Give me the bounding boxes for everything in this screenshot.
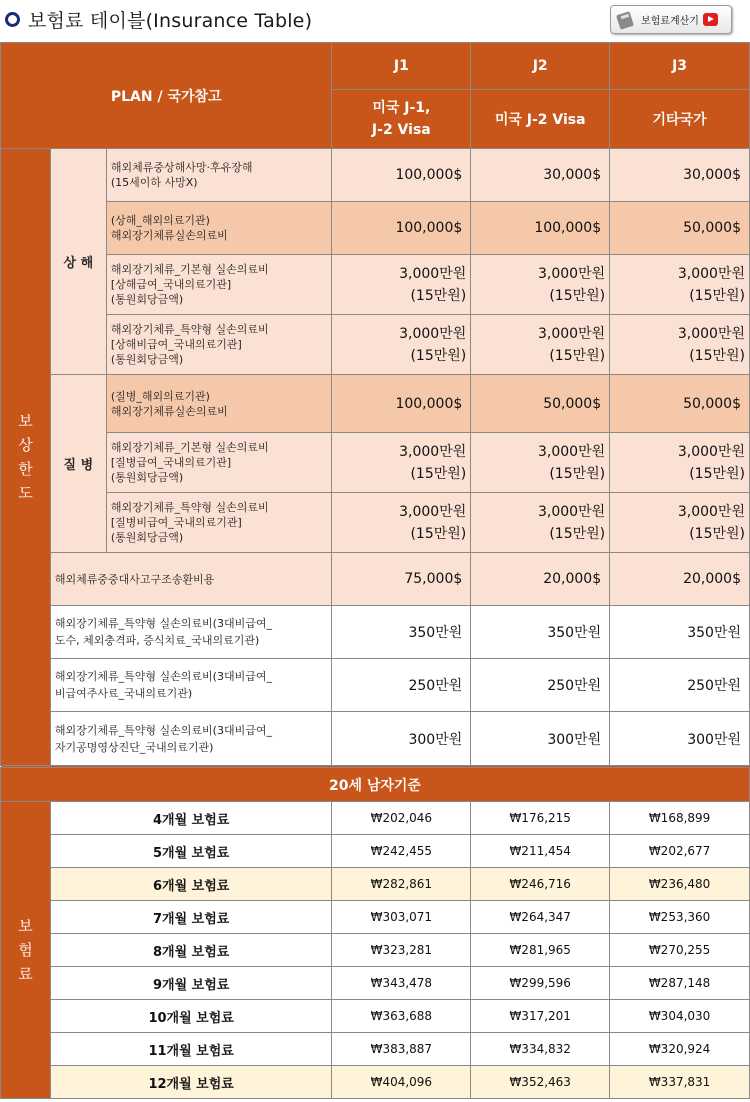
premium-calculator-button[interactable] xyxy=(610,5,732,34)
coverage-value: 3,000만원 (15만원) xyxy=(610,255,750,315)
coverage-value: 3,000만원 (15만원) xyxy=(471,433,610,493)
premium-value: ₩270,255 xyxy=(610,934,750,967)
coverage-value: 100,000$ xyxy=(471,202,610,255)
coverage-value: 250만원 xyxy=(610,659,750,712)
premium-value: ₩337,831 xyxy=(610,1066,750,1099)
premium-value: ₩352,463 xyxy=(471,1066,610,1099)
plan-code-j1: J1 xyxy=(332,43,471,90)
coverage-value: 30,000$ xyxy=(610,149,750,202)
premium-value: ₩176,215 xyxy=(471,802,610,835)
premium-value: ₩334,832 xyxy=(471,1033,610,1066)
disease-group-label: 질 병 xyxy=(50,375,106,553)
premium-period: 10개월 보험료 xyxy=(50,1000,331,1033)
coverage-value: 50,000$ xyxy=(610,202,750,255)
coverage-item-label: 해외체류중중대사고구조송환비용 xyxy=(50,553,331,606)
plan-code-j3: J3 xyxy=(610,43,750,90)
coverage-item-label: 해외체류중상해사망·후유장해 (15세이하 사망X) xyxy=(106,149,332,202)
play-icon xyxy=(703,13,718,26)
calculator-icon xyxy=(616,11,636,29)
plan-desc-j2: 미국 J-2 Visa xyxy=(471,90,610,149)
premium-period: 7개월 보험료 xyxy=(50,901,331,934)
plan-code-j2: J2 xyxy=(471,43,610,90)
premium-value: ₩303,071 xyxy=(332,901,471,934)
title-area xyxy=(5,6,312,33)
premium-value: ₩404,096 xyxy=(332,1066,471,1099)
coverage-value: 3,000만원 (15만원) xyxy=(471,255,610,315)
coverage-value: 20,000$ xyxy=(471,553,610,606)
premium-value: ₩202,046 xyxy=(332,802,471,835)
page-header xyxy=(0,0,750,42)
coverage-value: 75,000$ xyxy=(332,553,471,606)
coverage-value: 100,000$ xyxy=(332,149,471,202)
coverage-value: 3,000만원 (15만원) xyxy=(332,315,471,375)
coverage-value: 3,000만원 (15만원) xyxy=(332,493,471,553)
premium-value: ₩320,924 xyxy=(610,1033,750,1066)
injury-group-label: 상 해 xyxy=(50,149,106,375)
coverage-value: 300만원 xyxy=(471,712,610,766)
premium-period: 4개월 보험료 xyxy=(50,802,331,835)
coverage-value: 3,000만원 (15만원) xyxy=(610,433,750,493)
coverage-value: 3,000만원 (15만원) xyxy=(332,255,471,315)
coverage-value: 30,000$ xyxy=(471,149,610,202)
plan-desc-j3: 기타국가 xyxy=(610,90,750,149)
coverage-value: 350만원 xyxy=(610,606,750,659)
premium-value: ₩236,480 xyxy=(610,868,750,901)
coverage-value: 300만원 xyxy=(332,712,471,766)
premium-period: 11개월 보험료 xyxy=(50,1033,331,1066)
coverage-item-label: 해외장기체류_기본형 실손의료비 [상해급여_국내의료기관] (통원회당금액) xyxy=(106,255,332,315)
coverage-value: 3,000만원 (15만원) xyxy=(610,493,750,553)
premium-value: ₩287,148 xyxy=(610,967,750,1000)
premium-period: 6개월 보험료 xyxy=(50,868,331,901)
premium-period: 5개월 보험료 xyxy=(50,835,331,868)
premium-value: ₩317,201 xyxy=(471,1000,610,1033)
coverage-value: 3,000만원 (15만원) xyxy=(332,433,471,493)
premium-value: ₩282,861 xyxy=(332,868,471,901)
premium-value: ₩202,677 xyxy=(610,835,750,868)
premium-value: ₩168,899 xyxy=(610,802,750,835)
coverage-value: 50,000$ xyxy=(610,375,750,433)
coverage-item-label: (상해_해외의료기관) 해외장기체류실손의료비 xyxy=(106,202,332,255)
premium-period: 9개월 보험료 xyxy=(50,967,331,1000)
coverage-value: 300만원 xyxy=(610,712,750,766)
coverage-value: 3,000만원 (15만원) xyxy=(610,315,750,375)
premium-value: ₩246,716 xyxy=(471,868,610,901)
coverage-item-label: 해외장기체류_특약형 실손의료비(3대비급여_ 도수, 체외충격파, 증식치료_국내의료기관) xyxy=(50,606,331,659)
premium-value: ₩281,965 xyxy=(471,934,610,967)
page-title: 보험료 테이블(Insurance Table) xyxy=(28,10,313,32)
coverage-value: 20,000$ xyxy=(610,553,750,606)
coverage-item-label: 해외장기체류_특약형 실손의료비(3대비급여_ 자기공명영상진단_국내의료기관) xyxy=(50,712,331,766)
coverage-limit-label: 보 상 한 도 xyxy=(1,149,51,766)
coverage-item-label: 해외장기체류_특약형 실손의료비(3대비급여_ 비급여주사료_국내의료기관) xyxy=(50,659,331,712)
coverage-item-label: 해외장기체류_특약형 실손의료비 [상해비급여_국내의료기관] (통원회당금액) xyxy=(106,315,332,375)
coverage-value: 50,000$ xyxy=(471,375,610,433)
premium-value: ₩299,596 xyxy=(471,967,610,1000)
coverage-value: 100,000$ xyxy=(332,202,471,255)
premium-label: 보 험 료 xyxy=(1,802,51,1099)
plan-header: PLAN / 국가참고 xyxy=(1,43,332,149)
coverage-value: 250만원 xyxy=(471,659,610,712)
premium-calculator-label: 보험료계산기 xyxy=(641,16,699,27)
premium-value: ₩304,030 xyxy=(610,1000,750,1033)
premium-value: ₩323,281 xyxy=(332,934,471,967)
coverage-value: 250만원 xyxy=(332,659,471,712)
age-basis-band: 20세 남자기준 xyxy=(1,768,750,802)
premium-value: ₩383,887 xyxy=(332,1033,471,1066)
premium-period: 8개월 보험료 xyxy=(50,934,331,967)
coverage-value: 100,000$ xyxy=(332,375,471,433)
circle-bullet-icon xyxy=(5,12,20,27)
coverage-item-label: 해외장기체류_기본형 실손의료비 [질병급여_국내의료기관] (통원회당금액) xyxy=(106,433,332,493)
coverage-value: 3,000만원 (15만원) xyxy=(471,315,610,375)
coverage-value: 3,000만원 (15만원) xyxy=(471,493,610,553)
coverage-item-label: (질병_해외의료기관) 해외장기체류실손의료비 xyxy=(106,375,332,433)
premium-value: ₩211,454 xyxy=(471,835,610,868)
premium-value: ₩253,360 xyxy=(610,901,750,934)
premium-value: ₩264,347 xyxy=(471,901,610,934)
insurance-table xyxy=(0,42,750,1099)
premium-period: 12개월 보험료 xyxy=(50,1066,331,1099)
coverage-value: 350만원 xyxy=(471,606,610,659)
plan-desc-j1: 미국 J-1, J-2 Visa xyxy=(332,90,471,149)
coverage-value: 350만원 xyxy=(332,606,471,659)
coverage-item-label: 해외장기체류_특약형 실손의료비 [질병비급여_국내의료기관] (통원회당금액) xyxy=(106,493,332,553)
premium-value: ₩242,455 xyxy=(332,835,471,868)
premium-value: ₩343,478 xyxy=(332,967,471,1000)
premium-value: ₩363,688 xyxy=(332,1000,471,1033)
